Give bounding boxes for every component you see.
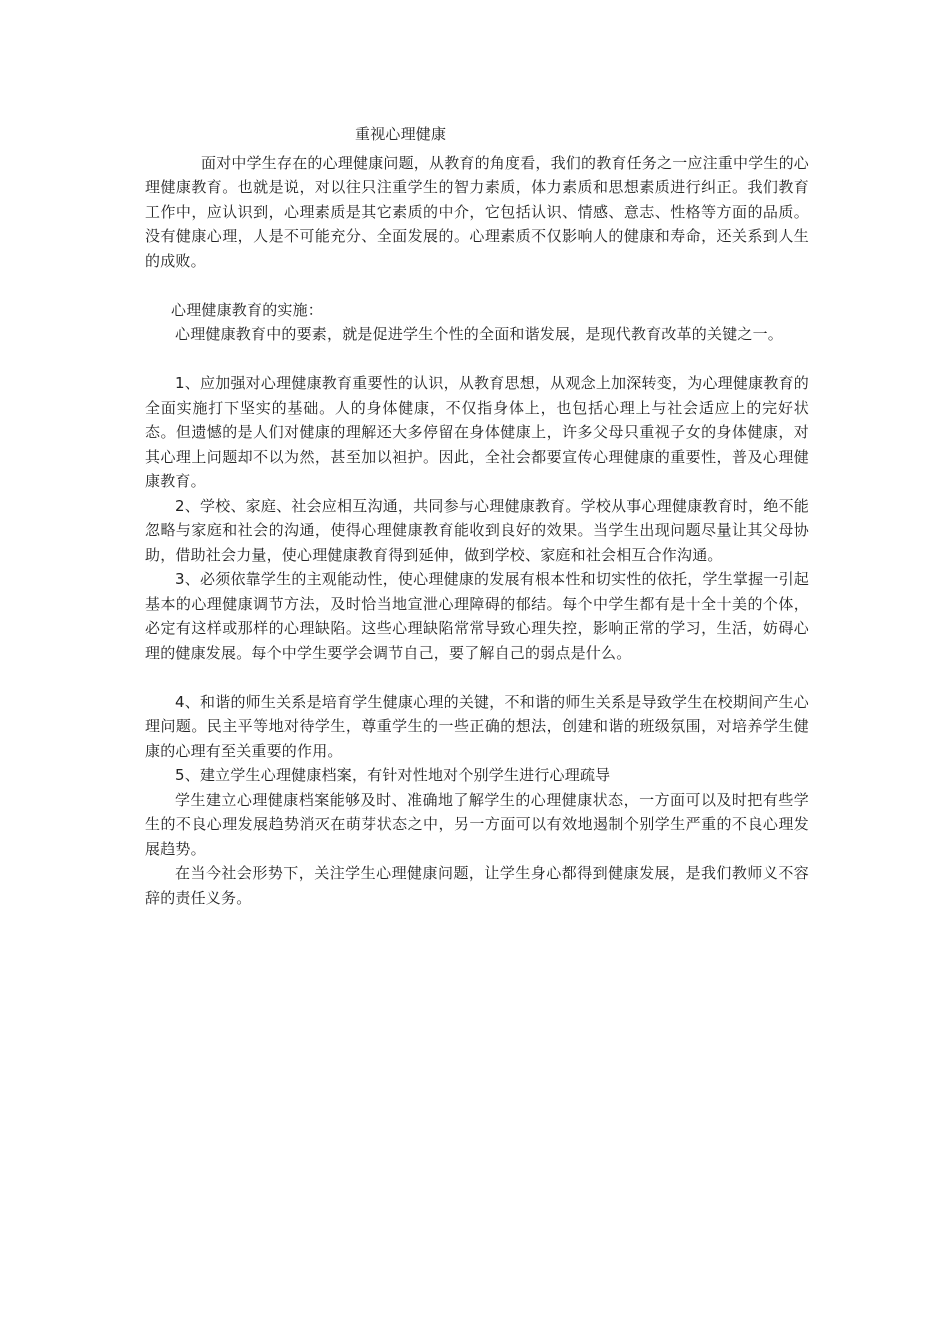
document-title: 重视心理健康 [355, 125, 447, 143]
item-5-body-paragraph: 学生建立心理健康档案能够及时、准确地了解学生的心理健康状态，一方面可以及时把有些学生的不良心理发展趋势消灭在萌芽状态之中，另一方面可以有效地遏制个别学生严重的不良心理发展趋势。 [145, 790, 809, 858]
spacer [145, 665, 809, 690]
item-4-paragraph: 4、和谐的师生关系是培育学生健康心理的关键，不和谐的师生关系是导致学生在校期间产生心理问题。民主平等地对待学生，尊重学生的一些正确的想法，创建和谐的班级氛围，对培养学生健康的心理有至关重要的作用。 [145, 692, 809, 760]
section-heading: 心理健康教育的实施： [171, 300, 324, 319]
item-2-paragraph: 2、学校、家庭、社会应相互沟通，共同参与心理健康教育。学校从事心理健康教育时，绝不能忽略与家庭和社会的沟通，使得心理健康教育能收到良好的效果。当学生出现问题尽量让其父母协助，借助社会力量，使心理健康教育得到延伸，做到学校、家庭和社会相互合作沟通。 [145, 496, 809, 564]
section-lead-paragraph: 心理健康教育中的要素，就是促进学生个性的全面和谐发展，是现代教育改革的关键之一。 [175, 325, 784, 343]
spacer [145, 273, 809, 298]
item-5-heading: 5、建立学生心理健康档案，有针对性地对个别学生进行心理疏导 [175, 766, 611, 784]
conclusion-paragraph: 在当今社会形势下，关注学生心理健康问题，让学生身心都得到健康发展，是我们教师义不容辞的责任义务。 [145, 864, 809, 907]
item-3-paragraph: 3、必须依靠学生的主观能动性，使心理健康的发展有根本性和切实性的依托，学生掌握一引起基本的心理健康调节方法，及时恰当地宣泄心理障碍的郁结。每个中学生都有是十全十美的个体，必定有这样或那样的心理缺陷。这些心理缺陷常常导致心理失控，影响正常的学习，生活，妨碍心理的健康发展。每个中学生要学会调节自己，要了解自己的弱点是什么。 [145, 570, 809, 662]
document-page [145, 122, 809, 910]
intro-paragraph: 面对中学生存在的心理健康问题，从教育的角度看，我们的教育任务之一应注重中学生的心理健康教育。也就是说，对以往只注重学生的智力素质，体力素质和思想素质进行纠正。我们教育工作中，应认识到，心理素质是其它素质的中介，它包括认识、情感、意志、性格等方面的品质。没有健康心理，人是不可能充分、全面发展的。心理素质不仅影响人的健康和寿命，还关系到人生的成败。 [145, 153, 810, 270]
spacer [145, 347, 809, 372]
item-1-paragraph: 1、应加强对心理健康教育重要性的认识，从教育思想，从观念上加深转变，为心理健康教育的全面实施打下坚实的基础。人的身体健康，不仅指身体上，也包括心理上与社会适应上的完好状态。但遗憾的是人们对健康的理解还大多停留在身体健康上，许多父母只重视子女的身体健康，对其心理上问题却不以为然，甚至加以袒护。因此，全社会都要宣传心理健康的重要性，普及心理健康教育。 [145, 374, 809, 490]
